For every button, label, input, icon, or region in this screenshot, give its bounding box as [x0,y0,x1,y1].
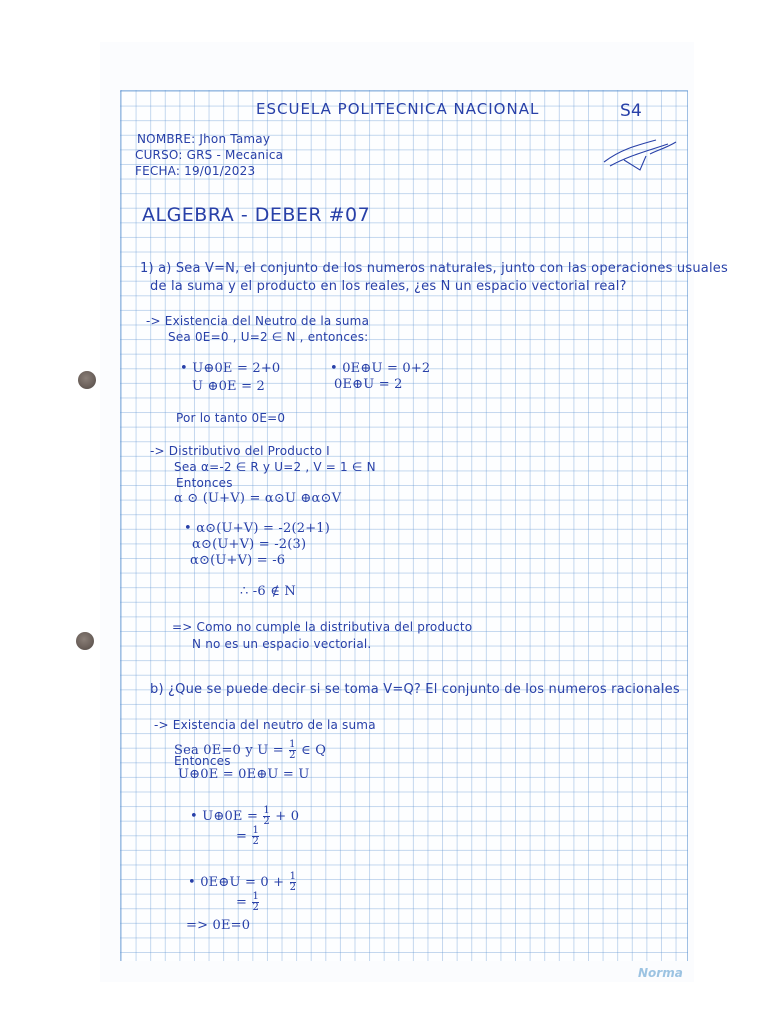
section-distributive-then: Entonces [176,476,233,490]
course: CURSO: GRS - Mecanica [135,148,284,162]
neutral-step: 0E⊕U = 2 [334,377,403,392]
question-1a-line2: de la suma y el producto en los reales, ¿es N un espacio vectorial real? [150,279,627,294]
neutral-q-step: = $\frac{1}{2}$ [236,825,259,847]
neutral-q-step: = $\frac{1}{2}$ [236,891,259,913]
neutral-q-law: U⊕0E = 0E⊕U = U [178,767,310,782]
neutral-step: • 0E⊕U = 0+2 [330,361,431,376]
neutral-step: • U⊕0E = 2+0 [180,361,281,376]
neutral-q-step: • U⊕0E = $\frac{1}{2}$ + 0 [190,805,300,827]
section-distributive-let: Sea α=-2 ∈ R y U=2 , V = 1 ∈ N [174,460,376,474]
section-neutral-title: -> Existencia del Neutro de la suma [146,314,370,328]
distributive-therefore: ∴ -6 ∉ N [240,584,296,599]
question-1a-line1: 1) a) Sea V=N, el conjunto de los numeros naturales, junto con las operaciones usuales [140,261,728,276]
notebook-brand-logo: Norma [638,966,683,980]
page-number: S4 [620,101,643,121]
section-neutral-q-let: Sea 0E=0 y U = $\frac{1}{2}$ ∈ Q [174,739,327,761]
neutral-q-conclusion: => 0E=0 [186,918,251,933]
distributive-step: • α⊙(U+V) = -2(2+1) [184,521,331,536]
date: FECHA: 19/01/2023 [135,164,256,178]
school-name: ESCUELA POLITECNICA NACIONAL [256,100,540,118]
neutral-step: U ⊕0E = 2 [192,379,265,394]
distributive-step: α⊙(U+V) = -6 [190,553,286,568]
distributive-conclusion: N no es un espacio vectorial. [192,637,372,651]
neutral-q-step: • 0E⊕U = 0 + $\frac{1}{2}$ [188,871,297,893]
section-neutral-q-title: -> Existencia del neutro de la suma [154,718,376,732]
assignment-heading: ALGEBRA - DEBER #07 [142,204,371,226]
distributive-law: α ⊙ (U+V) = α⊙U ⊕α⊙V [174,491,342,506]
neutral-conclusion: Por lo tanto 0E=0 [176,411,286,425]
binder-hole [78,371,96,389]
student-name: NOMBRE: Jhon Tamay [137,132,271,146]
distributive-conclusion: => Como no cumple la distributiva del producto [172,620,473,634]
section-distributive-title: -> Distributivo del Producto I [150,444,330,458]
distributive-step: α⊙(U+V) = -2(3) [192,537,307,552]
binder-hole [76,632,94,650]
signature [600,132,680,172]
section-neutral-let: Sea 0E=0 , U=2 ∈ N , entonces: [168,330,369,344]
section-neutral-q-then: Entonces [174,754,231,768]
question-1b: b) ¿Que se puede decir si se toma V=Q? El conjunto de los numeros racionales [150,682,680,697]
